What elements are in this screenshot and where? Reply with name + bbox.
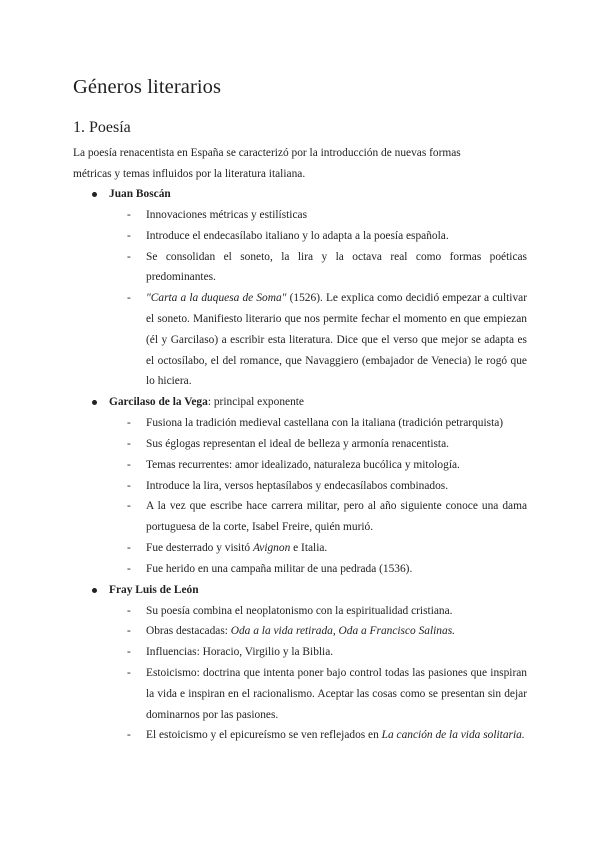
page-title: Géneros literarios: [73, 76, 222, 98]
author-heading: [0, 580, 600, 601]
dash-marker: -: [127, 229, 131, 242]
author-heading: [0, 392, 600, 413]
dash-marker: -: [127, 729, 131, 742]
author-name: Fray Luis de León: [109, 583, 199, 596]
list-item: [0, 621, 527, 642]
bullet-dot-icon: [92, 588, 97, 593]
point-list: [0, 413, 600, 579]
dash-marker: -: [127, 417, 131, 430]
italic-title: Oda a la vida retirada, Oda a Francisco Salinas.: [230, 625, 455, 638]
dash-marker: -: [127, 625, 131, 638]
list-item: [0, 663, 527, 725]
point-text: Temas recurrentes: amor idealizado, naturaleza bucólica y mitología.: [146, 458, 460, 471]
dash-marker: -: [127, 458, 131, 471]
intro-line: La poesía renacentista en España se caracterizó por la introducción de nuevas formas: [73, 147, 461, 159]
dash-marker: -: [127, 479, 131, 492]
list-item: [0, 434, 527, 455]
dash-marker: -: [127, 541, 131, 554]
list-item: [0, 288, 527, 392]
author-item: [0, 184, 600, 392]
dash-marker: -: [127, 562, 131, 575]
list-item: [0, 455, 527, 476]
italic-title: La canción de la vida solitaria.: [381, 729, 525, 742]
author-name: Garcilaso de la Vega: [109, 396, 208, 409]
dash-marker: -: [127, 604, 131, 617]
point-text: Su poesía combina el neoplatonismo con la espiritualidad cristiana.: [146, 604, 453, 617]
dash-marker: -: [127, 292, 131, 305]
list-item: [0, 538, 527, 559]
point-text: e Italia.: [290, 541, 328, 554]
list-item: [0, 725, 527, 746]
author-item: [0, 392, 600, 579]
point-text: Introduce la lira, versos heptasílabos y endecasílabos combinados.: [146, 479, 449, 492]
point-text: A la vez que escribe hace carrera militar, pero al año siguiente conoce una dama portuguesa de la corte, Isabel Freire, quién murió.: [146, 500, 527, 534]
bullet-dot-icon: [92, 192, 97, 197]
list-item: [0, 226, 527, 247]
italic-title: Avignon: [252, 541, 291, 554]
intro-line: métricas y temas influidos por la literatura italiana.: [73, 168, 306, 180]
author-item: [0, 580, 600, 747]
dash-marker: -: [127, 646, 131, 659]
point-list: [0, 601, 600, 747]
dash-marker: -: [127, 437, 131, 450]
intro-paragraph: [73, 143, 513, 185]
point-text: Influencias: Horacio, Virgilio y la Biblia.: [146, 646, 334, 659]
list-item: [0, 413, 527, 434]
point-text: Estoicismo: doctrina que intenta poner bajo control todas las pasiones que inspiran la vida e inspiran en el racionalismo. Aceptar las cosas como se presentan sin dejar dominarnos por las pasiones.: [146, 666, 527, 721]
list-item: [0, 642, 527, 663]
italic-title: "Carta a la duquesa de Soma": [146, 292, 287, 305]
author-subtitle: : principal exponente: [207, 396, 304, 409]
dash-marker: -: [127, 666, 131, 679]
point-text: Obras destacadas:: [146, 625, 231, 638]
point-text: Sus églogas representan el ideal de belleza y armonía renacentista.: [146, 437, 449, 450]
point-list: [0, 205, 600, 392]
point-text: Fue herido en una campaña militar de una pedrada (1536).: [146, 562, 413, 575]
list-item: [0, 205, 527, 226]
point-text: Se consolidan el soneto, la lira y la octava real como formas poéticas predominantes.: [146, 250, 527, 284]
author-heading: [0, 184, 600, 205]
list-item: [0, 247, 527, 289]
point-text: El estoicismo y el epicureísmo se ven reflejados en: [146, 729, 382, 742]
dash-marker: -: [127, 500, 131, 513]
point-text: Introduce el endecasílabo italiano y lo adapta a la poesía española.: [146, 229, 449, 242]
point-text: (1526). Le explica como decidió empezar a cultivar el soneto. Manifiesto literario que nos permite fechar el momento en que empiezan (él y Garcilaso) a escribir esta literatura. Dice que el verso que mejor se adapta es el octosílabo, el del romance, que Navaggiero (embajador de Venecia) le rogó que lo hiciera.: [146, 292, 527, 388]
point-text: Fue desterrado y visitó: [146, 541, 253, 554]
bullet-dot-icon: [92, 400, 97, 405]
dash-marker: -: [127, 250, 131, 263]
list-item: [0, 559, 527, 580]
list-item: [0, 476, 527, 497]
dash-marker: -: [127, 209, 131, 221]
point-text: Innovaciones métricas y estilísticas: [146, 209, 308, 221]
point-text: Fusiona la tradición medieval castellana con la italiana (tradición petrarquista): [146, 417, 504, 430]
list-item: [0, 496, 527, 538]
author-name: Juan Boscán: [109, 188, 171, 200]
section-heading: 1. Poesía: [73, 119, 131, 136]
author-list: [0, 184, 600, 746]
list-item: [0, 601, 527, 622]
